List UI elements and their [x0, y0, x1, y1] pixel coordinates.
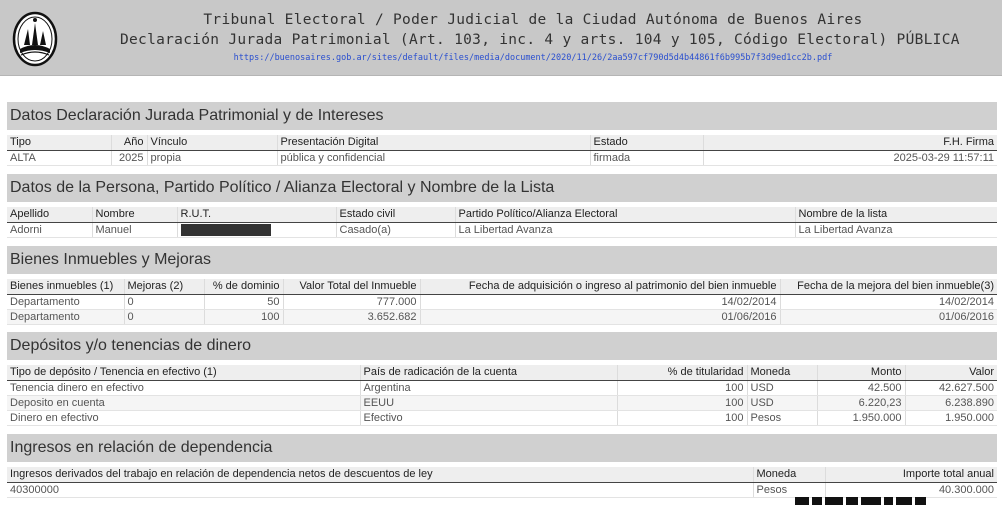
header-cell: Estado civil: [336, 207, 455, 222]
header-cell: R.U.T.: [177, 207, 336, 222]
section-title-declaracion: Datos Declaración Jurada Patrimonial y de Intereses: [7, 102, 997, 130]
table-cell: 100: [617, 380, 747, 395]
table-cell: 01/06/2016: [780, 309, 997, 324]
header-cell: % de dominio: [204, 279, 283, 294]
header-cell: Fecha de la mejora del bien inmueble(3): [780, 279, 997, 294]
header-cell: % de titularidad: [617, 365, 747, 380]
table-cell: Departamento: [7, 294, 124, 309]
ingresos-table: [7, 467, 997, 498]
table-cell: 42.627.500: [905, 380, 997, 395]
header-cell: Moneda: [753, 467, 825, 482]
table-cell: Argentina: [360, 380, 617, 395]
table-cell: 0: [124, 309, 204, 324]
table-cell: La Libertad Avanza: [795, 222, 997, 237]
table-cell: 40.300.000: [825, 482, 997, 497]
header-cell: Año: [111, 135, 147, 150]
header-cell: Vínculo: [147, 135, 277, 150]
table-cell: 2025: [111, 150, 147, 165]
header-cell: Monto: [817, 365, 905, 380]
table-cell: 100: [204, 309, 283, 324]
header-cell: Tipo de depósito / Tenencia en efectivo (1): [7, 365, 360, 380]
header-cell: Partido Político/Alianza Electoral: [455, 207, 795, 222]
inmuebles-table: [7, 279, 997, 325]
table-cell: EEUU: [360, 395, 617, 410]
header-cell: Apellido: [7, 207, 92, 222]
declaration-title: Declaración Jurada Patrimonial (Art. 103, inc. 4 y arts. 104 y 105, Código Electoral) PÚBLICA: [120, 32, 960, 48]
section-title-persona: Datos de la Persona, Partido Político / Alianza Electoral y Nombre de la Lista: [7, 174, 997, 202]
table-cell: Pesos: [747, 410, 817, 425]
table-header-row: [7, 135, 997, 150]
header-cell: Bienes inmuebles (1): [7, 279, 124, 294]
table-cell: 0: [124, 294, 204, 309]
table-cell: Pesos: [753, 482, 825, 497]
table-cell: 6.238.890: [905, 395, 997, 410]
table-row: [7, 482, 997, 497]
document-link[interactable]: https://buenosaires.gob.ar/sites/default/files/media/document/2020/11/26/2aa597cf790d5d4b44861f6b995b7f3d9ed1cc2b.pdf: [233, 53, 833, 63]
redacted-block: [181, 224, 271, 236]
table-row: [7, 309, 997, 324]
table-row: [7, 150, 997, 165]
table-header-row: [7, 207, 997, 222]
depositos-table: [7, 365, 997, 426]
table-cell: USD: [747, 395, 817, 410]
header-cell: Valor: [905, 365, 997, 380]
table-cell: 14/02/2014: [420, 294, 780, 309]
table-cell: 100: [617, 410, 747, 425]
table-cell: 100: [617, 395, 747, 410]
table-cell: ALTA: [7, 150, 111, 165]
tribunal-title: Tribunal Electoral / Poder Judicial de la Ciudad Autónoma de Buenos Aires: [203, 12, 863, 28]
table-header-row: [7, 279, 997, 294]
table-row: [7, 380, 997, 395]
table-cell: Dinero en efectivo: [7, 410, 360, 425]
table-header-row: [7, 365, 997, 380]
header-cell: Estado: [590, 135, 703, 150]
cropped-text-fragment: [795, 497, 935, 505]
table-cell: 42.500: [817, 380, 905, 395]
table-cell: Adorni: [7, 222, 92, 237]
declaracion-table: [7, 135, 997, 166]
table-row: [7, 222, 997, 237]
table-cell: firmada: [590, 150, 703, 165]
table-cell: La Libertad Avanza: [455, 222, 795, 237]
table-cell: pública y confidencial: [277, 150, 590, 165]
table-row: [7, 410, 997, 425]
header-cell: Valor Total del Inmueble: [283, 279, 420, 294]
header-cell: Nombre de la lista: [795, 207, 997, 222]
section-title-depositos: Depósitos y/o tenencias de dinero: [7, 332, 997, 360]
header-cell: Importe total anual: [825, 467, 997, 482]
table-cell: 3.652.682: [283, 309, 420, 324]
table-cell: 1.950.000: [817, 410, 905, 425]
table-cell: Deposito en cuenta: [7, 395, 360, 410]
table-cell: 1.950.000: [905, 410, 997, 425]
persona-table: [7, 207, 997, 238]
table-cell: Manuel: [92, 222, 177, 237]
table-cell: 2025-03-29 11:57:11: [703, 150, 997, 165]
table-cell: propia: [147, 150, 277, 165]
table-cell: 50: [204, 294, 283, 309]
header-cell: Moneda: [747, 365, 817, 380]
table-cell: Tenencia dinero en efectivo: [7, 380, 360, 395]
table-cell: 14/02/2014: [780, 294, 997, 309]
table-cell: USD: [747, 380, 817, 395]
section-title-inmuebles: Bienes Inmuebles y Mejoras: [7, 246, 997, 274]
table-row: [7, 294, 997, 309]
city-coat-of-arms-logo: [12, 11, 58, 67]
header-cell: Mejoras (2): [124, 279, 204, 294]
table-cell: 6.220,23: [817, 395, 905, 410]
header-cell: Ingresos derivados del trabajo en relación de dependencia netos de descuentos de ley: [7, 467, 753, 482]
section-title-ingresos: Ingresos en relación de dependencia: [7, 434, 997, 462]
header-cell: País de radicación de la cuenta: [360, 365, 617, 380]
table-cell: Departamento: [7, 309, 124, 324]
header-cell: Fecha de adquisición o ingreso al patrimonio del bien inmueble: [420, 279, 780, 294]
header-cell: F.H. Firma: [703, 135, 997, 150]
header-cell: Presentación Digital: [277, 135, 590, 150]
header-cell: Nombre: [92, 207, 177, 222]
table-cell: Efectivo: [360, 410, 617, 425]
table-header-row: [7, 467, 997, 482]
header-cell: Tipo: [7, 135, 111, 150]
rut-cell: [177, 222, 336, 237]
table-cell: Casado(a): [336, 222, 455, 237]
document-header: [0, 0, 1002, 76]
table-cell: 01/06/2016: [420, 309, 780, 324]
table-cell: 777.000: [283, 294, 420, 309]
table-cell: 40300000: [7, 482, 753, 497]
table-row: [7, 395, 997, 410]
